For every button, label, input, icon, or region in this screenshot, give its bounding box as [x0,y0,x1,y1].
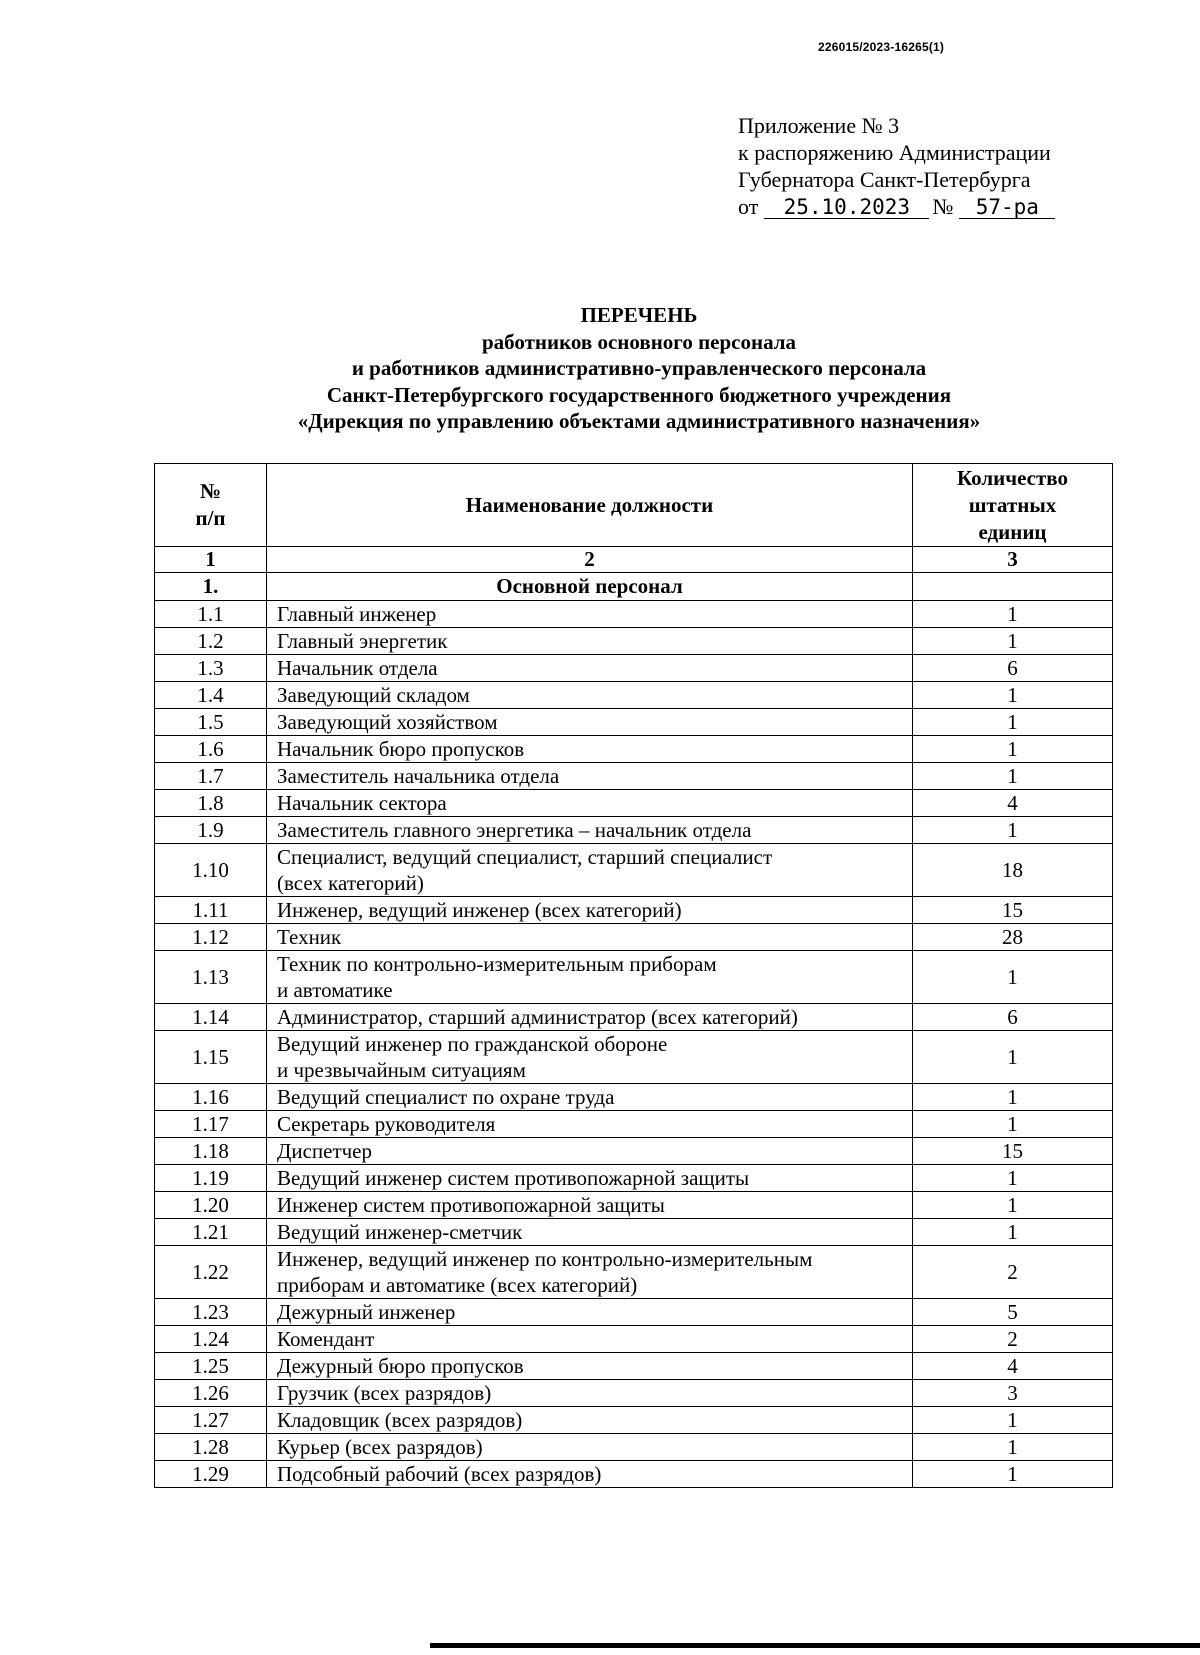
registration-number: 226015/2023-16265(1) [818,40,945,54]
staff-count: 1 [913,628,1113,655]
table-row [155,817,1113,844]
document-title [0,302,1200,435]
row-number: 1.15 [155,1031,267,1084]
table-row [155,682,1113,709]
table-row [155,1084,1113,1111]
date-prefix: от [738,194,759,219]
number-prefix: № [932,194,954,219]
row-number: 1.23 [155,1299,267,1326]
position-name: Специалист, ведущий специалист, старший специалист (всех категорий) [267,844,913,897]
table-row [155,924,1113,951]
table-row [155,844,1113,897]
row-number: 1.26 [155,1380,267,1407]
row-number: 1.24 [155,1326,267,1353]
position-name: Техник [267,924,913,951]
row-number: 1.22 [155,1246,267,1299]
staff-table [154,463,1113,1488]
staff-count: 1 [913,1434,1113,1461]
staff-count: 1 [913,1165,1113,1192]
section-row [155,573,1113,601]
scan-edge-line [430,1643,1200,1648]
position-name: Администратор, старший администратор (всех категорий) [267,1004,913,1031]
position-name: Курьер (всех разрядов) [267,1434,913,1461]
document-number: 57-ра [959,196,1055,219]
table-row [155,1434,1113,1461]
table-row [155,709,1113,736]
table-row [155,1138,1113,1165]
position-name: Ведущий специалист по охране труда [267,1084,913,1111]
header-position-name: Наименование должности [267,464,913,547]
staff-count: 1 [913,1111,1113,1138]
row-number: 1.7 [155,763,267,790]
position-name: Грузчик (всех разрядов) [267,1380,913,1407]
row-number: 1.10 [155,844,267,897]
header-number: № п/п [155,464,267,547]
position-name: Дежурный инженер [267,1299,913,1326]
table-row [155,1031,1113,1084]
table-row [155,1299,1113,1326]
annex-date-line [738,193,1055,220]
section-title: Основной персонал [267,573,913,601]
position-name: Начальник отдела [267,655,913,682]
row-number: 1.29 [155,1461,267,1488]
row-number: 1.16 [155,1084,267,1111]
column-number: 3 [913,547,1113,573]
row-number: 1.19 [155,1165,267,1192]
staff-count: 1 [913,1084,1113,1111]
row-number: 1.18 [155,1138,267,1165]
position-name: Заместитель главного энергетика – начальник отдела [267,817,913,844]
table-row [155,1407,1113,1434]
header-quantity: Количество штатных единиц [913,464,1113,547]
position-name: Начальник бюро пропусков [267,736,913,763]
annex-line-governor: Губернатора Санкт-Петербурга [738,167,1031,192]
title-line-2: и работников административно-управленческого персонала [351,356,927,380]
table-row [155,1246,1113,1299]
position-name: Техник по контрольно-измерительным приборам и автоматике [267,951,913,1004]
table-row [155,1165,1113,1192]
row-number: 1.8 [155,790,267,817]
position-name: Подсобный рабочий (всех разрядов) [267,1461,913,1488]
column-numbers-row [155,547,1113,573]
staff-count: 15 [913,897,1113,924]
staff-count: 1 [913,1407,1113,1434]
row-number: 1.20 [155,1192,267,1219]
table-row [155,1380,1113,1407]
staff-count: 15 [913,1138,1113,1165]
position-name: Инженер систем противопожарной защиты [267,1192,913,1219]
position-name: Секретарь руководителя [267,1111,913,1138]
staff-count: 1 [913,709,1113,736]
annex-line-order: к распоряжению Администрации [738,140,1051,165]
column-number: 2 [267,547,913,573]
position-name: Заведующий складом [267,682,913,709]
annex-block [738,112,1055,220]
position-name: Инженер, ведущий инженер по контрольно-измерительным приборам и автоматике (всех категорий) [267,1246,913,1299]
position-name: Дежурный бюро пропусков [267,1353,913,1380]
table-row [155,1192,1113,1219]
staff-count: 1 [913,601,1113,628]
position-name: Диспетчер [267,1138,913,1165]
table-row [155,1111,1113,1138]
row-number: 1.12 [155,924,267,951]
staff-count: 28 [913,924,1113,951]
row-number: 1.6 [155,736,267,763]
title-line-3: Санкт-Петербургского государственного бюджетного учреждения [326,382,952,407]
staff-count: 2 [913,1326,1113,1353]
staff-count: 1 [913,1192,1113,1219]
staff-count: 2 [913,1246,1113,1299]
table-row [155,736,1113,763]
position-name: Ведущий инженер по гражданской обороне и чрезвычайным ситуациям [267,1031,913,1084]
table-row [155,1004,1113,1031]
row-number: 1.28 [155,1434,267,1461]
row-number: 1.1 [155,601,267,628]
table-row [155,1326,1113,1353]
title-heading: ПЕРЕЧЕНЬ [580,303,698,327]
staff-count: 1 [913,1219,1113,1246]
staff-count: 1 [913,817,1113,844]
table-row [155,951,1113,1004]
staff-count: 5 [913,1299,1113,1326]
row-number: 1.3 [155,655,267,682]
position-name: Главный энергетик [267,628,913,655]
section-number: 1. [155,573,267,601]
position-name: Заместитель начальника отдела [267,763,913,790]
document-date: 25.10.2023 [764,196,929,219]
column-number: 1 [155,547,267,573]
position-name: Начальник сектора [267,790,913,817]
table-row [155,628,1113,655]
row-number: 1.25 [155,1353,267,1380]
table-row [155,897,1113,924]
table-row [155,655,1113,682]
position-name: Ведущий инженер систем противопожарной защиты [267,1165,913,1192]
table-row [155,1219,1113,1246]
section-empty [913,573,1113,601]
position-name: Комендант [267,1326,913,1353]
position-name: Инженер, ведущий инженер (всех категорий) [267,897,913,924]
title-line-4: «Дирекция по управлению объектами административного назначения» [297,409,981,433]
staff-count: 4 [913,1353,1113,1380]
row-number: 1.17 [155,1111,267,1138]
table-row [155,790,1113,817]
position-name: Кладовщик (всех разрядов) [267,1407,913,1434]
row-number: 1.14 [155,1004,267,1031]
staff-count: 1 [913,763,1113,790]
title-line-1: работников основного персонала [481,329,797,354]
staff-count: 3 [913,1380,1113,1407]
row-number: 1.21 [155,1219,267,1246]
row-number: 1.5 [155,709,267,736]
staff-count: 1 [913,682,1113,709]
row-number: 1.27 [155,1407,267,1434]
position-name: Ведущий инженер-сметчик [267,1219,913,1246]
annex-title: Приложение № 3 [738,113,900,138]
row-number: 1.2 [155,628,267,655]
row-number: 1.13 [155,951,267,1004]
staff-count: 1 [913,951,1113,1004]
staff-count: 6 [913,1004,1113,1031]
table-header-row [155,464,1113,547]
staff-count: 18 [913,844,1113,897]
row-number: 1.11 [155,897,267,924]
table-row [155,601,1113,628]
staff-count: 1 [913,1461,1113,1488]
table-row [155,1353,1113,1380]
staff-count: 1 [913,736,1113,763]
row-number: 1.9 [155,817,267,844]
position-name: Главный инженер [267,601,913,628]
staff-count: 6 [913,655,1113,682]
table-row [155,1461,1113,1488]
row-number: 1.4 [155,682,267,709]
staff-count: 4 [913,790,1113,817]
position-name: Заведующий хозяйством [267,709,913,736]
staff-count: 1 [913,1031,1113,1084]
table-row [155,763,1113,790]
